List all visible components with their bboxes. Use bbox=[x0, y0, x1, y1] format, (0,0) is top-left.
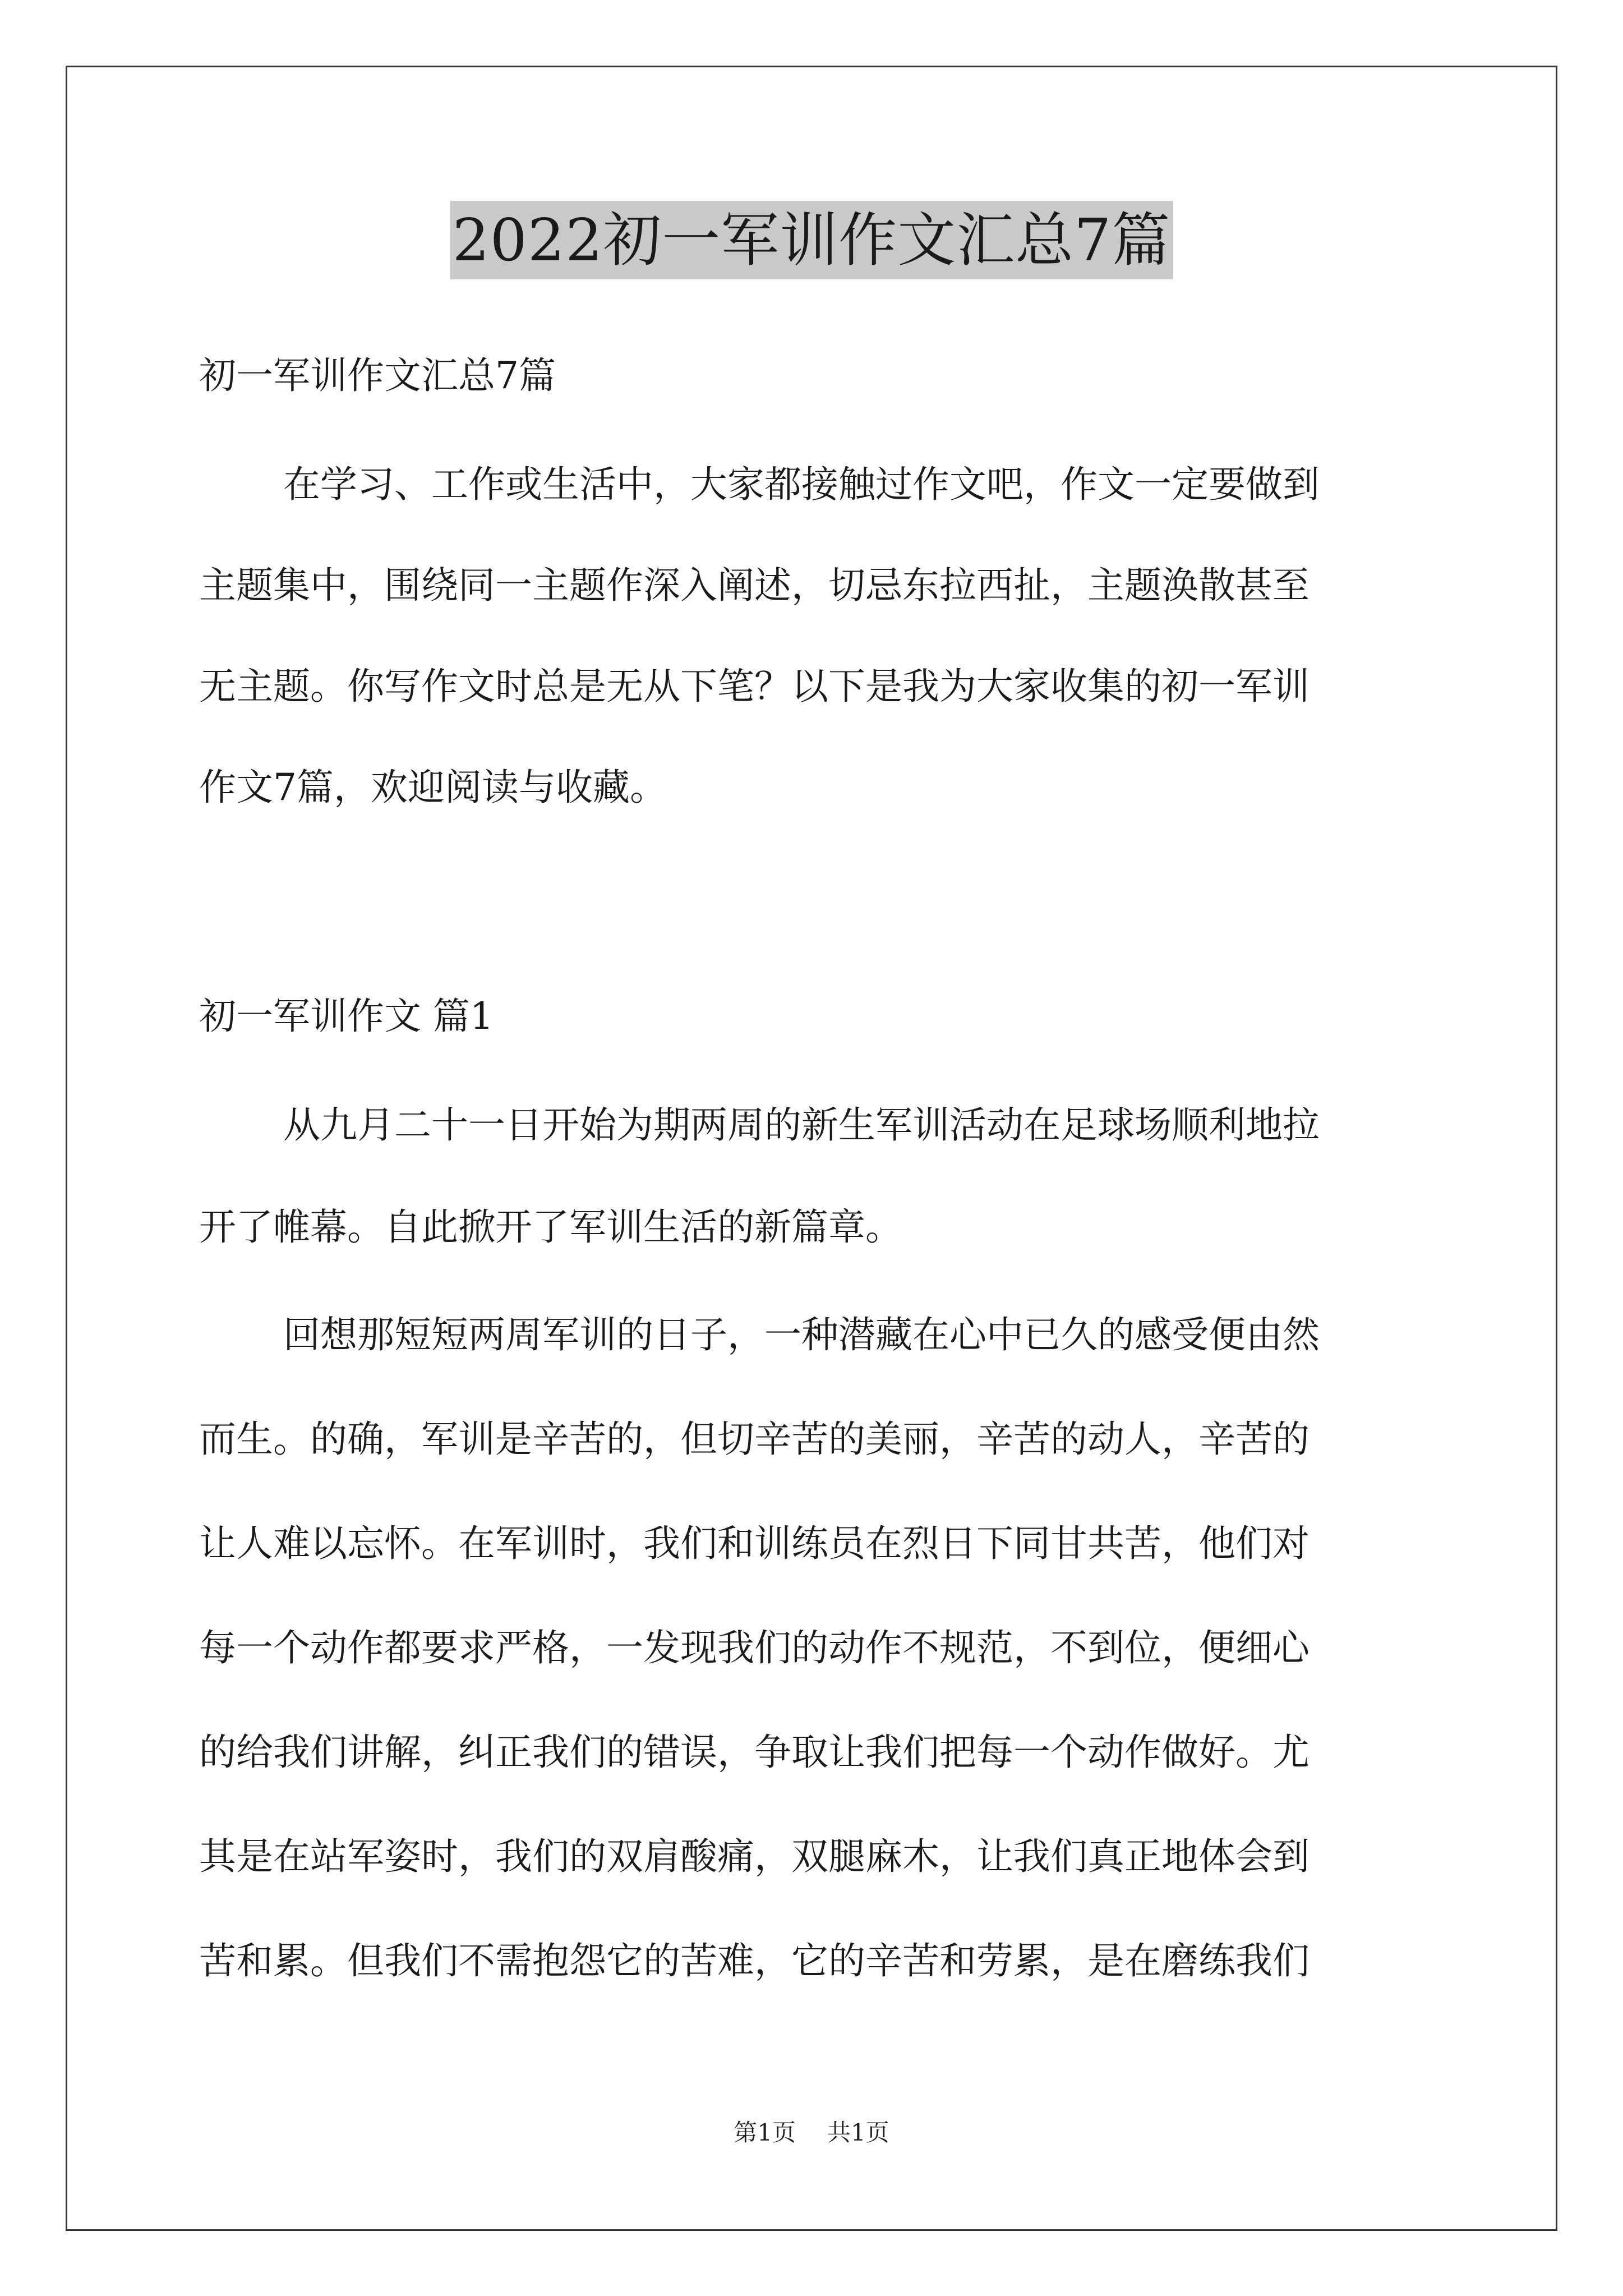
paragraph2-line-4: 每一个动作都要求严格，一发现我们的动作不规范，不到位，便细心 bbox=[199, 1626, 1310, 1669]
section-heading: 初一军训作文 篇1 bbox=[199, 995, 494, 1038]
paragraph1-line-2: 开了帷幕。自此掀开了军训生活的新篇章。 bbox=[199, 1205, 902, 1249]
paragraph2-line-3: 让人难以忘怀。在军训时，我们和训练员在烈日下同甘共苦，他们对 bbox=[199, 1522, 1310, 1565]
page-number: 第1页 bbox=[734, 2119, 796, 2146]
document-title: 2022初一军训作文汇总7篇 bbox=[450, 201, 1173, 279]
paragraph1-line-1: 从九月二十一日开始为期两周的新生军训活动在足球场顺利地拉 bbox=[283, 1103, 1320, 1147]
paragraph2-line-7: 苦和累。但我们不需抱怨它的苦难，它的辛苦和劳累，是在磨练我们 bbox=[199, 1939, 1310, 1982]
intro-line-1: 在学习、工作或生活中，大家都接触过作文吧，作文一定要做到 bbox=[283, 463, 1320, 506]
title-container bbox=[0, 201, 1623, 279]
paragraph2-line-5: 的给我们讲解，纠正我们的错误，争取让我们把每一个动作做好。尤 bbox=[199, 1731, 1310, 1774]
paragraph2-line-6: 其是在站军姿时，我们的双肩酸痛，双腿麻木，让我们真正地体会到 bbox=[199, 1835, 1310, 1878]
paragraph2-line-1: 回想那短短两周军训的日子，一种潜藏在心中已久的感受便由然 bbox=[283, 1313, 1320, 1356]
document-subtitle: 初一军训作文汇总7篇 bbox=[199, 354, 556, 397]
paragraph2-line-2: 而生。的确，军训是辛苦的，但切辛苦的美丽，辛苦的动人，辛苦的 bbox=[199, 1418, 1310, 1461]
page-footer bbox=[0, 2116, 1623, 2150]
page-total: 共1页 bbox=[827, 2119, 889, 2146]
intro-line-4: 作文7篇，欢迎阅读与收藏。 bbox=[199, 766, 667, 809]
intro-line-2: 主题集中，围绕同一主题作深入阐述，切忌东拉西扯，主题涣散甚至 bbox=[199, 564, 1310, 607]
intro-line-3: 无主题。你写作文时总是无从下笔？以下是我为大家收集的初一军训 bbox=[199, 665, 1310, 708]
